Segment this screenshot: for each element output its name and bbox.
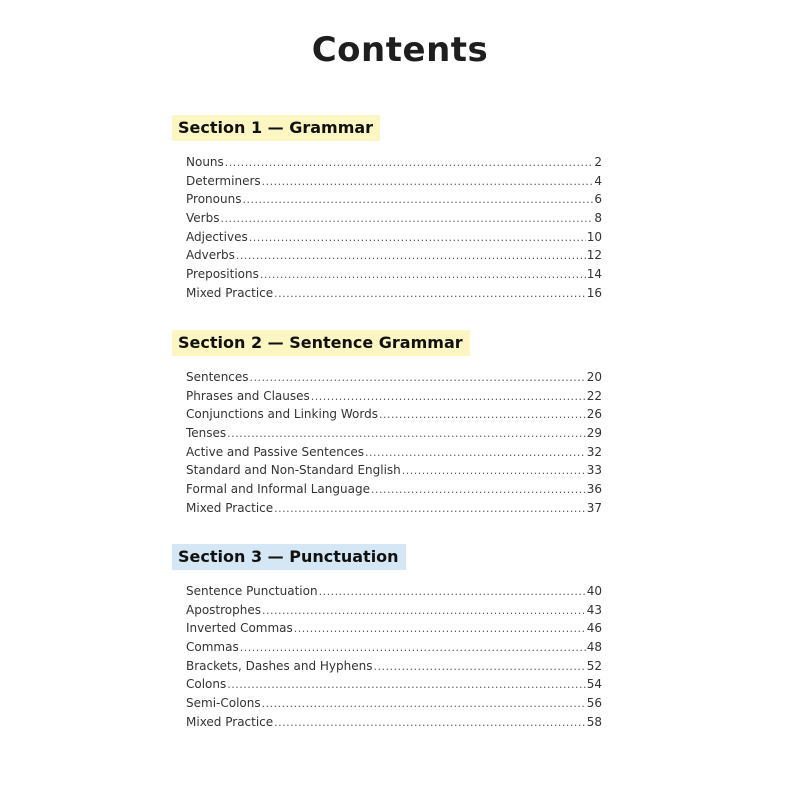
entry-page-number: 8	[594, 211, 602, 226]
toc-entry	[186, 155, 602, 174]
entry-page-number: 4	[594, 173, 602, 188]
entry-label: Commas	[186, 640, 239, 655]
entry-page-number: 14	[586, 267, 602, 282]
dot-leader	[240, 641, 586, 654]
entry-label: Colons	[186, 677, 227, 692]
entry-page-number: 54	[586, 677, 602, 692]
toc-entry	[186, 230, 602, 249]
entry-page-number: 22	[586, 388, 602, 403]
entry-page-number: 20	[586, 370, 602, 384]
dot-leader	[242, 193, 593, 206]
entry-label: Semi-Colons	[186, 696, 261, 711]
toc-entry	[186, 389, 602, 408]
entry-page-number: 33	[586, 463, 602, 478]
toc-entry	[186, 603, 602, 622]
entry-page-number: 2	[594, 155, 602, 169]
toc-entry	[186, 192, 602, 211]
section-heading: Section 2 — Sentence Grammar	[172, 330, 470, 356]
entry-page-number: 48	[586, 640, 602, 655]
entry-page-number: 52	[586, 658, 602, 673]
toc-entry	[186, 248, 602, 267]
entry-page-number: 37	[586, 500, 602, 515]
section-grammar	[172, 115, 602, 305]
entry-label: Formal and Informal Language	[186, 482, 370, 497]
dot-leader	[379, 408, 586, 421]
entry-label: Mixed Practice	[186, 500, 274, 515]
toc-entry	[186, 640, 602, 659]
dot-leader	[249, 231, 586, 244]
entry-label: Sentence Punctuation	[186, 584, 318, 598]
dot-leader	[274, 502, 586, 515]
dot-leader	[262, 697, 586, 710]
toc-entry	[186, 715, 602, 734]
dot-leader	[365, 446, 586, 459]
entry-label: Mixed Practice	[186, 285, 274, 300]
section-punctuation	[172, 544, 602, 734]
toc-entry	[186, 482, 602, 501]
entry-label: Inverted Commas	[186, 621, 293, 636]
entry-label: Determiners	[186, 173, 261, 188]
dot-leader	[262, 175, 594, 188]
entry-page-number: 36	[586, 482, 602, 497]
toc-entry	[186, 584, 602, 603]
dot-leader	[227, 678, 585, 691]
entry-label: Prepositions	[186, 267, 259, 282]
toc-entry	[186, 445, 602, 464]
entry-label: Sentences	[186, 370, 249, 384]
entry-page-number: 12	[586, 248, 602, 263]
dot-leader	[250, 371, 586, 384]
entry-label: Verbs	[186, 211, 220, 226]
dot-leader	[294, 622, 586, 635]
entry-page-number: 40	[586, 584, 602, 598]
toc-entry	[186, 370, 602, 389]
entry-page-number: 26	[586, 407, 602, 422]
entry-label: Pronouns	[186, 192, 242, 207]
toc-entry	[186, 501, 602, 520]
entry-page-number: 6	[594, 192, 602, 207]
dot-leader	[260, 268, 586, 281]
toc-entry	[186, 621, 602, 640]
entry-label: Adjectives	[186, 229, 248, 244]
entry-page-number: 56	[586, 696, 602, 711]
page-title: Contents	[311, 30, 489, 70]
dot-leader	[371, 483, 586, 496]
entry-page-number: 29	[586, 426, 602, 441]
dot-leader	[236, 249, 586, 262]
entry-page-number: 43	[586, 602, 602, 617]
toc-entry	[186, 463, 602, 482]
entry-page-number: 32	[586, 444, 602, 459]
section-heading: Section 1 — Grammar	[172, 115, 380, 141]
entry-list	[172, 155, 602, 305]
dot-leader	[319, 585, 586, 598]
dot-leader	[220, 212, 593, 225]
toc-entry	[186, 426, 602, 445]
toc-entry	[186, 659, 602, 678]
dot-leader	[225, 156, 594, 169]
section-sentence-grammar	[172, 330, 602, 520]
entry-label: Tenses	[186, 426, 227, 441]
toc-entry	[186, 696, 602, 715]
entry-label: Brackets, Dashes and Hyphens	[186, 658, 373, 673]
dot-leader	[274, 287, 586, 300]
entry-list	[172, 370, 602, 520]
dot-leader	[262, 604, 586, 617]
entry-label: Standard and Non-Standard English	[186, 463, 401, 478]
entry-label: Adverbs	[186, 248, 235, 263]
toc-entry	[186, 211, 602, 230]
section-heading: Section 3 — Punctuation	[172, 544, 406, 570]
entry-label: Apostrophes	[186, 602, 261, 617]
entry-label: Nouns	[186, 155, 224, 169]
entry-page-number: 46	[586, 621, 602, 636]
entry-page-number: 10	[586, 229, 602, 244]
toc-entry	[186, 407, 602, 426]
entry-page-number: 58	[586, 714, 602, 729]
toc-entry	[186, 267, 602, 286]
toc-entry	[186, 677, 602, 696]
dot-leader	[402, 464, 586, 477]
dot-leader	[274, 716, 586, 729]
dot-leader	[227, 427, 586, 440]
entry-label: Active and Passive Sentences	[186, 444, 365, 459]
entry-label: Phrases and Clauses	[186, 388, 310, 403]
entry-label: Mixed Practice	[186, 714, 274, 729]
dot-leader	[311, 390, 586, 403]
toc-entry	[186, 286, 602, 305]
entry-label: Conjunctions and Linking Words	[186, 407, 378, 422]
entry-list	[172, 584, 602, 734]
toc-entry	[186, 174, 602, 193]
dot-leader	[374, 660, 586, 673]
entry-page-number: 16	[586, 285, 602, 300]
